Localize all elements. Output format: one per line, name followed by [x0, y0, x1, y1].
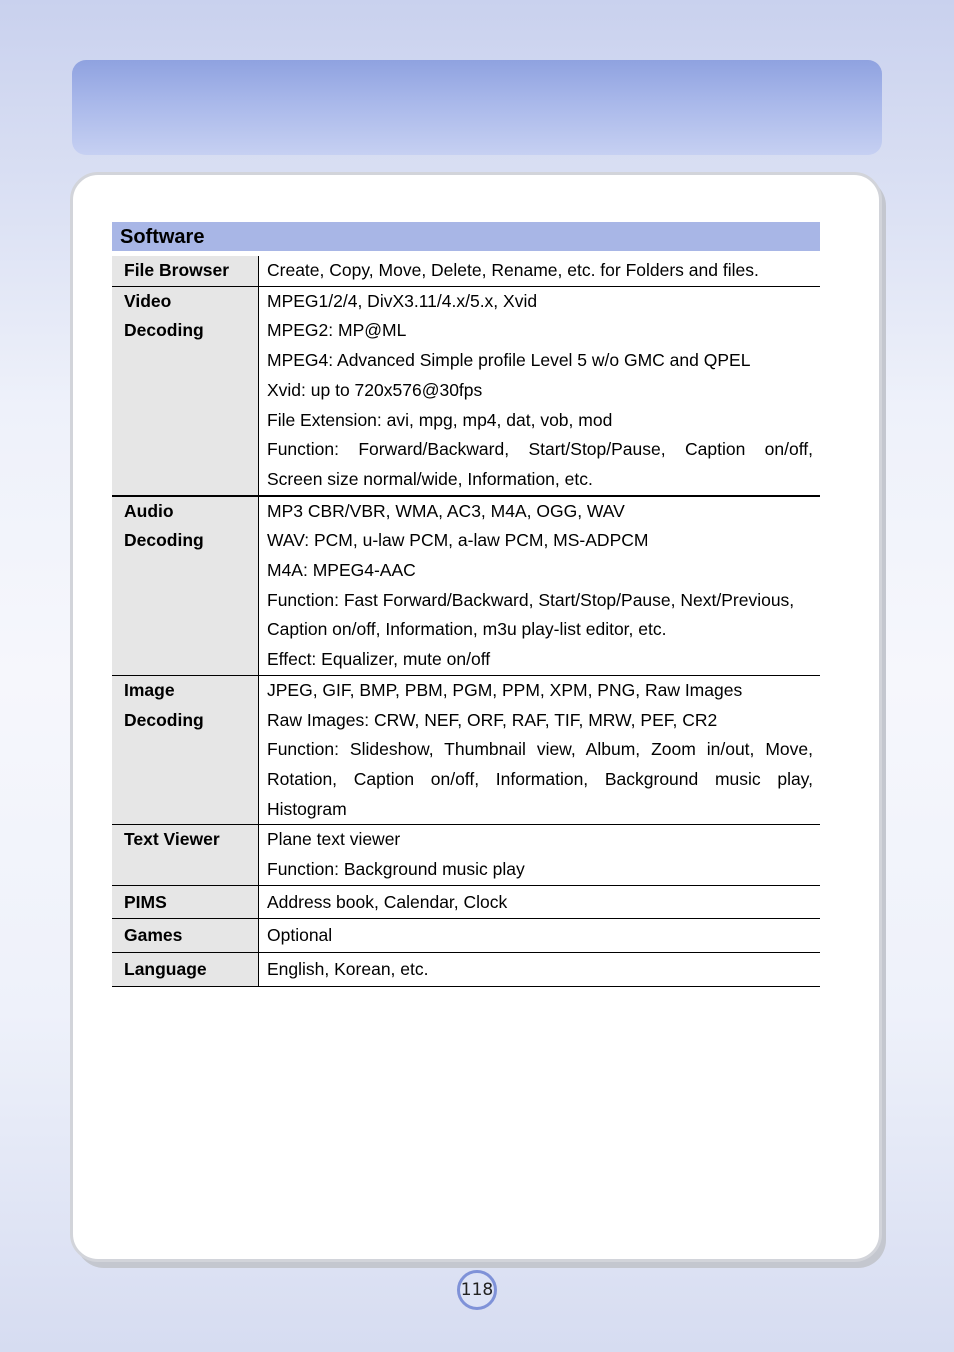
page-number: 118 — [457, 1270, 497, 1310]
value-line: MPEG4: Advanced Simple profile Level 5 w/o GMC and QPEL — [267, 350, 751, 371]
value-line: File Extension: avi, mpg, mp4, dat, vob, mod — [267, 409, 613, 430]
row-value — [259, 286, 821, 495]
value-line: MPEG2: MP@ML — [267, 320, 407, 341]
value-line: Function: Fast Forward/Backward, Start/Stop/Pause, Next/Previous, — [267, 589, 795, 610]
value-line: Create, Copy, Move, Delete, Rename, etc. for Folders and files. — [267, 260, 759, 280]
value-line: Effect: Equalizer, mute on/off — [267, 649, 491, 670]
row-label: Language — [112, 952, 259, 986]
row-value — [259, 918, 821, 952]
table-row — [112, 675, 820, 825]
label-line: Decoding — [124, 530, 204, 551]
value-line: MPEG1/2/4, DivX3.11/4.x/5.x, Xvid — [267, 290, 538, 311]
value-line: Raw Images: CRW, NEF, ORF, RAF, TIF, MRW, PEF, CR2 — [267, 709, 718, 730]
row-value — [259, 496, 821, 676]
label-line: Decoding — [124, 320, 204, 341]
row-value — [259, 885, 821, 918]
table-row — [112, 286, 820, 495]
value-line: Address book, Calendar, Clock — [267, 891, 508, 912]
value-line: Xvid: up to 720x576@30fps — [267, 379, 483, 400]
value-line: MP3 CBR/VBR, WMA, AC3, M4A, OGG, WAV — [267, 500, 625, 521]
row-label: Games — [112, 918, 259, 952]
table-row — [112, 952, 820, 986]
row-value — [259, 675, 821, 825]
spec-table — [112, 256, 820, 987]
label-line: Image — [124, 679, 175, 700]
header-banner — [72, 60, 882, 155]
value-line: Rotation, Caption on/off, Information, Background music play, — [267, 768, 813, 789]
label-line: Audio — [124, 500, 174, 521]
value-line: Optional — [267, 924, 333, 945]
row-label: File Browser — [112, 256, 259, 286]
table-row — [112, 256, 820, 286]
value-line: English, Korean, etc. — [267, 958, 429, 979]
value-line: Plane text viewer — [267, 829, 401, 850]
table-row — [112, 496, 820, 676]
section-title: Software — [112, 222, 820, 251]
row-value — [259, 825, 821, 885]
label-line: Decoding — [124, 709, 204, 730]
value-line: WAV: PCM, u-law PCM, a-law PCM, MS-ADPCM — [267, 530, 649, 551]
value-line: Histogram — [267, 798, 347, 819]
table-row — [112, 885, 820, 918]
table-row — [112, 918, 820, 952]
row-label — [112, 675, 259, 825]
row-value — [259, 256, 821, 286]
row-label — [112, 286, 259, 495]
table-row — [112, 825, 820, 885]
value-line: M4A: MPEG4-AAC — [267, 560, 416, 581]
row-label: Text Viewer — [112, 825, 259, 885]
row-label: PIMS — [112, 885, 259, 918]
label-line: Video — [124, 290, 172, 311]
value-line: Function: Slideshow, Thumbnail view, Album, Zoom in/out, Move, — [267, 739, 813, 760]
value-line: Function: Background music play — [267, 859, 525, 880]
value-line: Caption on/off, Information, m3u play-list editor, etc. — [267, 619, 667, 640]
value-line: Function: Forward/Backward, Start/Stop/Pause, Caption on/off, — [267, 439, 813, 460]
row-value — [259, 952, 821, 986]
value-line: JPEG, GIF, BMP, PBM, PGM, PPM, XPM, PNG, Raw Images — [267, 679, 743, 700]
value-line: Screen size normal/wide, Information, etc. — [267, 468, 593, 489]
row-label — [112, 496, 259, 676]
